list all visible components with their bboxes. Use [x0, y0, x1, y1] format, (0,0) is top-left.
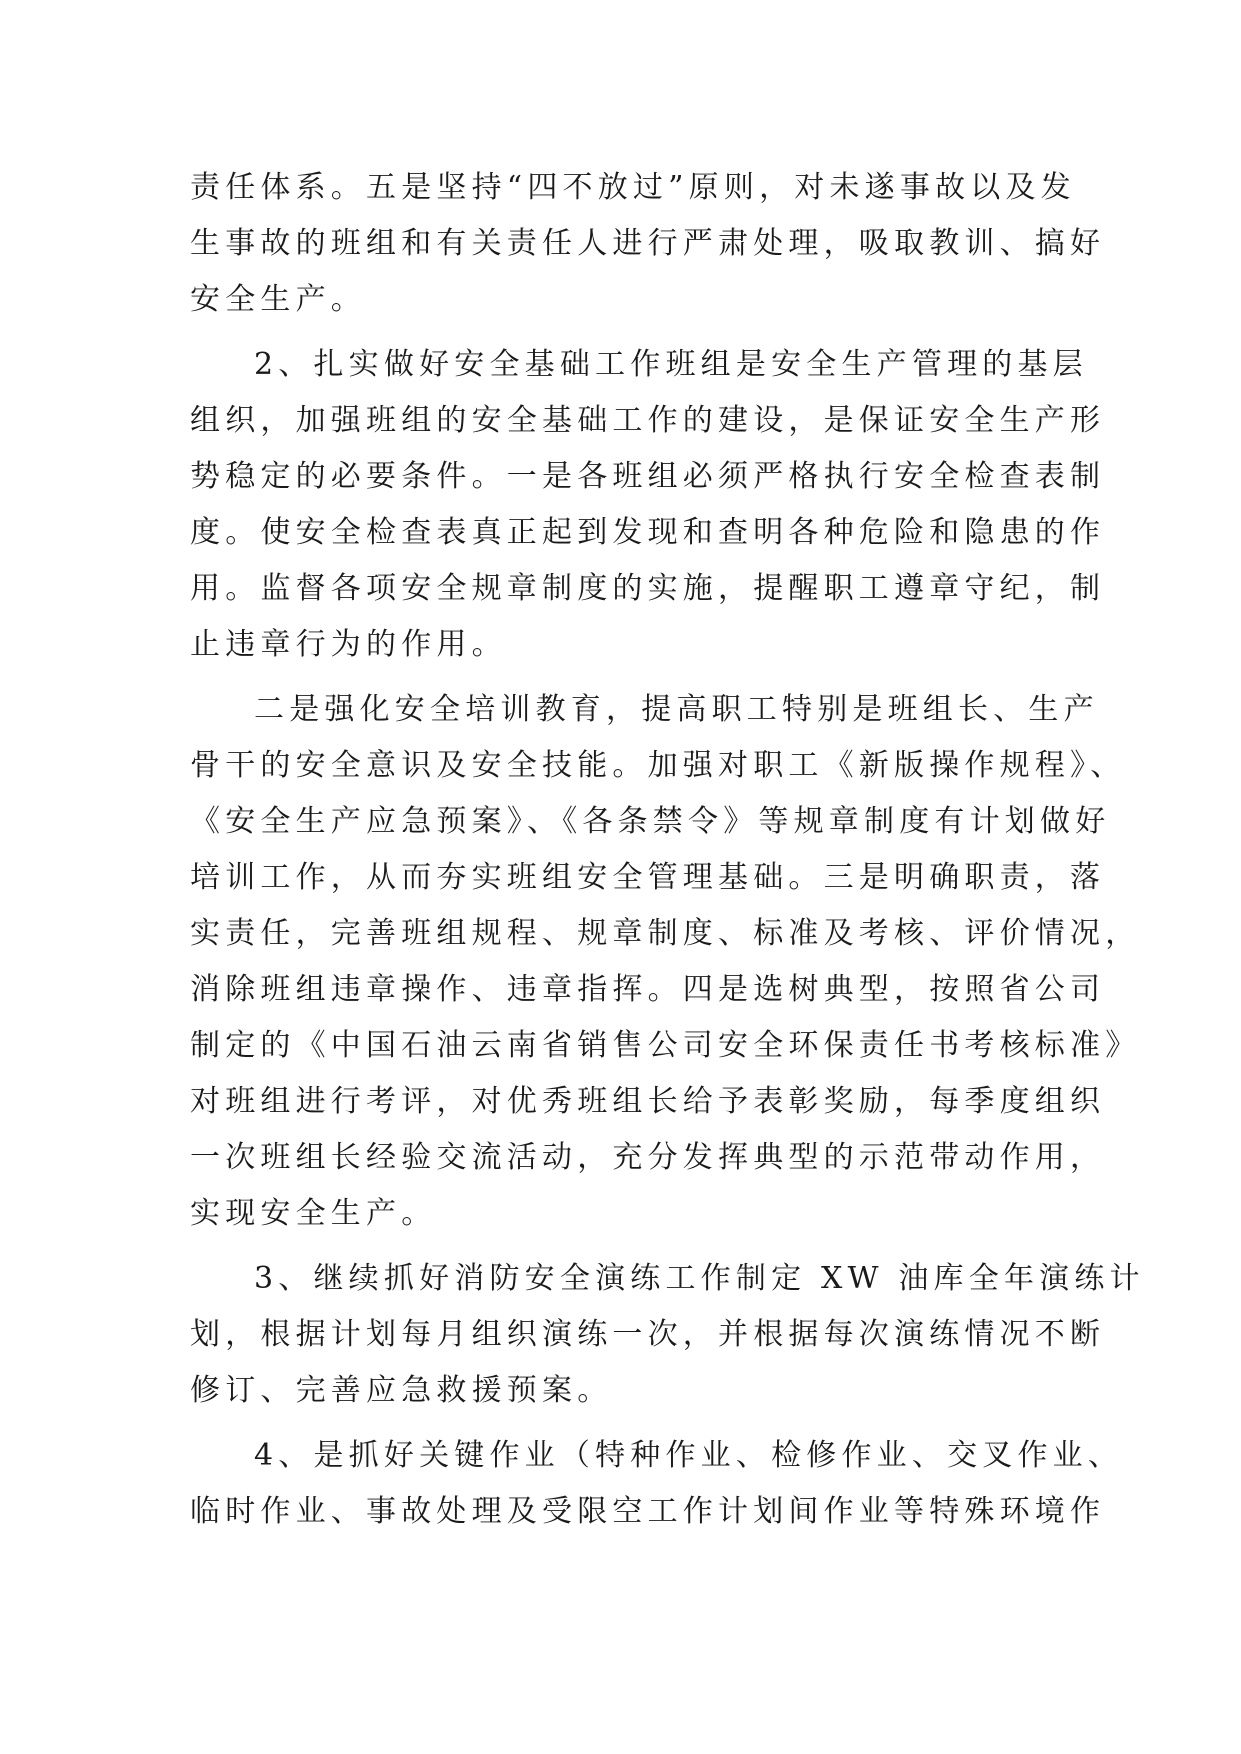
body-text [190, 160, 1145, 1540]
text-line: 止违章行为的作用。 [190, 627, 507, 662]
text-line: 对班组进行考评，对优秀班组长给予表彰奖励，每季度组织 [190, 1084, 1106, 1119]
paragraph-4-start: 4、是抓好关键作业（特种作业、检修作业、交叉作业、 [254, 1438, 1124, 1473]
text-line: 责任体系。五是坚持“四不放过”原则，对未遂事故以及发 [190, 170, 1076, 205]
text-line: 势稳定的必要条件。一是各班组必须严格执行安全检查表制 [190, 459, 1106, 494]
text-line: 培训工作，从而夯实班组安全管理基础。三是明确职责，落 [190, 860, 1106, 895]
text-line: 实现安全生产。 [190, 1196, 437, 1231]
text-line: 实责任，完善班组规程、规章制度、标准及考核、评价情况， [190, 916, 1141, 951]
text-line: 生事故的班组和有关责任人进行严肃处理，吸取教训、搞好 [190, 226, 1106, 261]
text-line: 度。使安全检查表真正起到发现和查明各种危险和隐患的作 [190, 515, 1106, 550]
text-line: 临时作业、事故处理及受限空工作计划间作业等特殊环境作 [190, 1494, 1106, 1529]
text-line: 《安全生产应急预案》、《各条禁令》等规章制度有计划做好 [190, 804, 1111, 839]
paragraph-training-start: 二是强化安全培训教育，提高职工特别是班组长、生产 [254, 692, 1099, 727]
text-line: 用。监督各项安全规章制度的实施，提醒职工遵章守纪，制 [190, 571, 1106, 606]
text-line: 修订、完善应急救援预案。 [190, 1373, 613, 1408]
text-line: 消除班组违章操作、违章指挥。四是选树典型，按照省公司 [190, 972, 1106, 1007]
text-line: 划，根据计划每月组织演练一次，并根据每次演练情况不断 [190, 1317, 1106, 1352]
text-line: 组织，加强班组的安全基础工作的建设，是保证安全生产形 [190, 403, 1106, 438]
text-line: 一次班组长经验交流活动，充分发挥典型的示范带动作用， [190, 1140, 1106, 1175]
paragraph-3-start: 3、继续抓好消防安全演练工作制定 XW 油库全年演练计 [254, 1261, 1145, 1296]
text-line: 骨干的安全意识及安全技能。加强对职工《新版操作规程》、 [190, 748, 1126, 783]
paragraph-2-start: 2、扎实做好安全基础工作班组是安全生产管理的基层 [254, 347, 1088, 382]
text-line: 制定的《中国石油云南省销售公司安全环保责任书考核标准》 [190, 1028, 1141, 1063]
text-line: 安全生产。 [190, 282, 366, 317]
